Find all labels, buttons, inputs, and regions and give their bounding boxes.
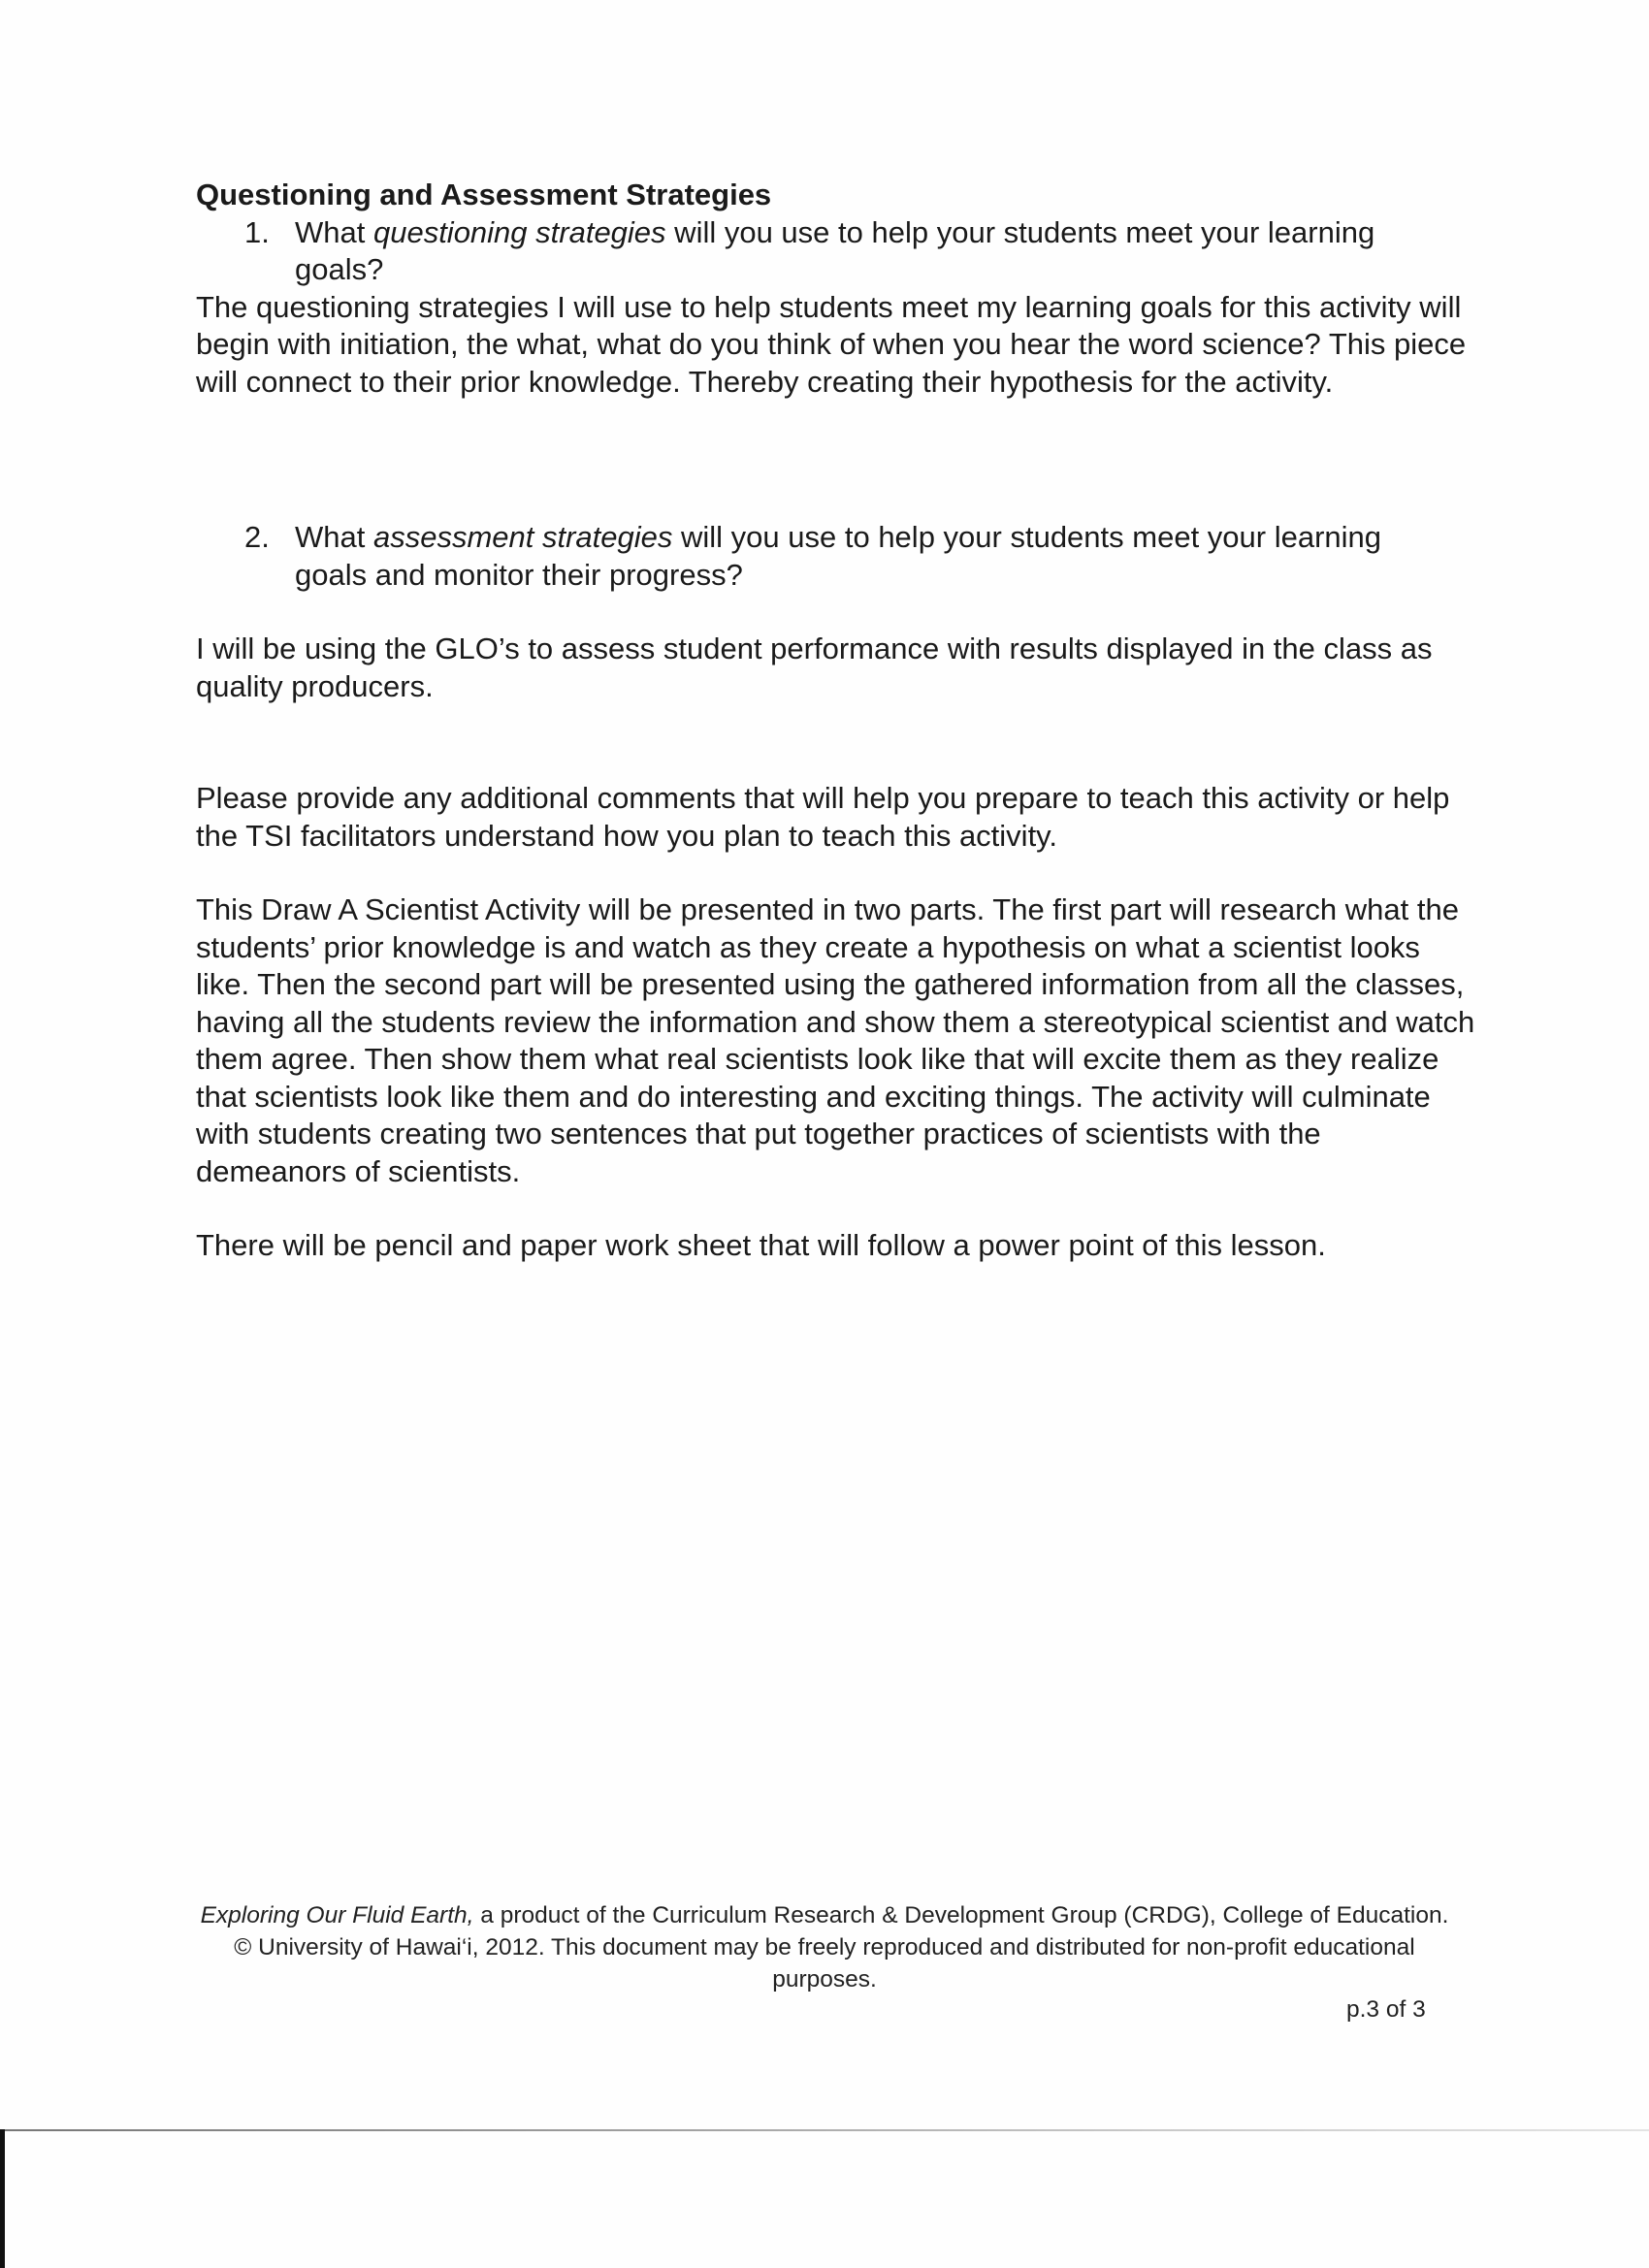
footer-copyright-text: a product of the Curriculum Research & Development Group (CRDG), College of Education. © University of Hawai‘i, 2012. This document may be freely reproduced and distributed for non-profit educational purposes.	[234, 1902, 1449, 1993]
question-1-text-after: will you use to help your students meet your learning goals?	[295, 214, 1375, 286]
scan-edge-line	[0, 2129, 1649, 2131]
section-heading: Questioning and Assessment Strategies	[196, 178, 772, 211]
footer-publication-title: Exploring Our Fluid Earth,	[200, 1902, 474, 1928]
scan-edge-shadow	[0, 2129, 5, 2268]
answer-2: I will be using the GLO’s to assess student performance with results displayed in the class as quality producers.	[196, 632, 1433, 703]
comments-answer: This Draw A Scientist Activity will be presented in two parts. The first part will research what the students’ prior knowledge is and watch as they create a hypothesis on what a scientist looks like. Then the second part will be presented using the gathered information from all the classes, having all the students review the information and show them a stereotypical scientist and watch them agree. Then show them what real scientists look like that will excite them as they realize that scientists look like them and do interesting and exciting things. The activity will culminate with students creating two sentences that put together practices of scientists with the demeanors of scientists.	[196, 892, 1475, 1188]
question-2-text	[295, 519, 1476, 594]
question-1-text-italic: questioning strategies	[372, 214, 666, 249]
footer-notice	[194, 1899, 1455, 1995]
question-1-text-before: What	[295, 214, 373, 249]
question-2-text-after: will you use to help your students meet your learning goals and monitor their progress?	[295, 520, 1382, 592]
question-1-number: 1.	[244, 214, 270, 249]
closing-statement: There will be pencil and paper work sheet that will follow a power point of this lesson.	[196, 1228, 1326, 1262]
question-2	[196, 519, 1476, 594]
question-2-text-before: What	[295, 520, 373, 554]
question-2-number: 2.	[244, 520, 270, 554]
comments-prompt: Please provide any additional comments that will help you prepare to teach this activity or help the TSI facilitators understand how you plan to teach this activity.	[196, 781, 1450, 853]
question-1-text	[295, 214, 1476, 289]
page-number: p.3 of 3	[1346, 1996, 1426, 2023]
document-body	[196, 177, 1476, 1265]
answer-1: The questioning strategies I will use to help students meet my learning goals for this activity will begin with initiation, the what, what do you think of when you hear the word science? This piece will connect to their prior knowledge. Thereby creating their hypothesis for the activity.	[196, 289, 1467, 399]
question-1	[196, 214, 1476, 289]
question-2-text-italic: assessment strategies	[372, 520, 673, 554]
